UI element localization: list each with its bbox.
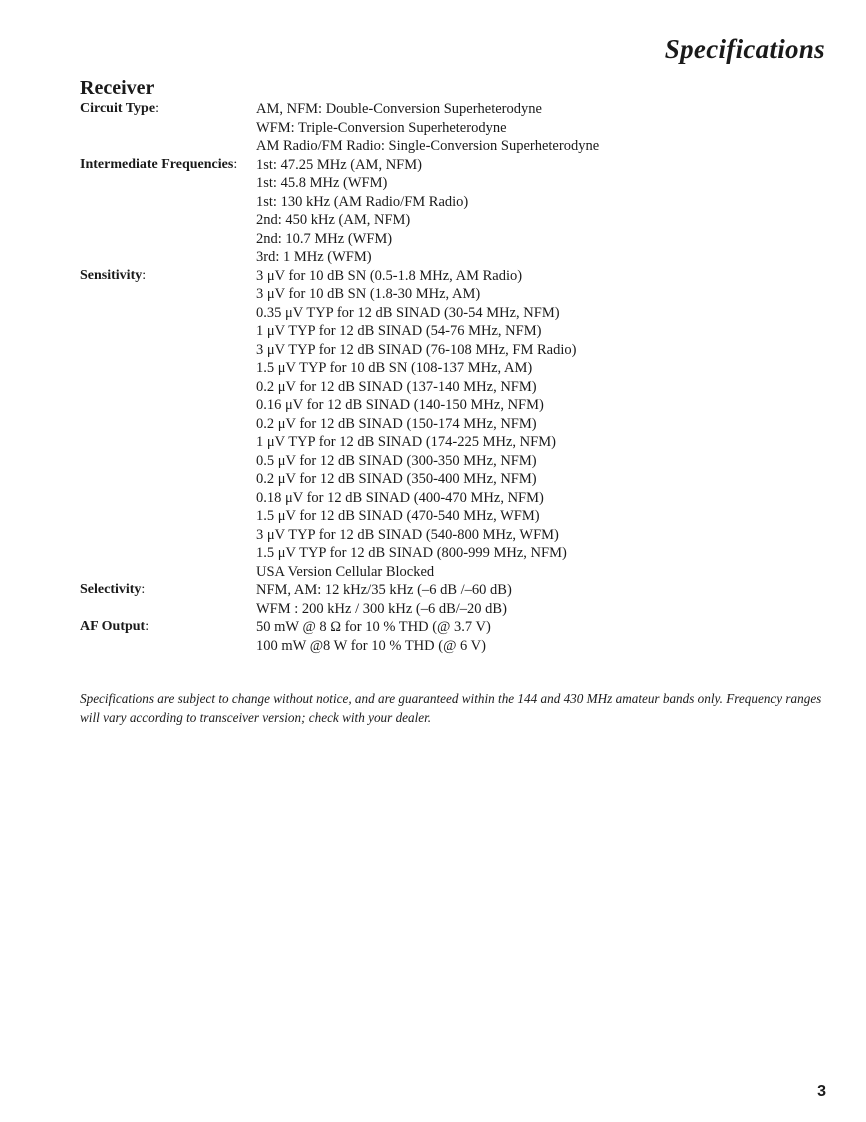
spec-value: 1.5 μV for 12 dB SINAD (470-540 MHz, WFM) xyxy=(256,508,540,524)
spec-value: 2nd: 450 kHz (AM, NFM) xyxy=(256,212,411,228)
spec-value: WFM : 200 kHz / 300 kHz (–6 dB/–20 dB) xyxy=(256,600,507,617)
spec-value: 1.5 μV TYP for 12 dB SINAD (800-999 MHz, NFM) xyxy=(256,545,567,561)
spec-row xyxy=(80,267,830,582)
spec-value: AM Radio/FM Radio: Single-Conversion Superheterodyne xyxy=(256,138,600,154)
receiver-section xyxy=(80,76,830,655)
spec-label-text: AF Output xyxy=(80,619,146,634)
spec-value: 0.5 μV for 12 dB SINAD (300-350 MHz, NFM) xyxy=(256,452,537,469)
spec-row xyxy=(80,100,830,156)
spec-label-colon: : xyxy=(233,156,238,172)
spec-value: AM, NFM: Double-Conversion Superheterodyne xyxy=(256,101,542,117)
spec-value: 1.5 μV TYP for 10 dB SN (108-137 MHz, AM) xyxy=(256,360,533,376)
page-title: Specifications xyxy=(664,34,825,64)
spec-label xyxy=(80,156,256,175)
spec-values xyxy=(256,581,830,618)
spec-label-text: Intermediate Frequencies xyxy=(80,156,234,172)
spec-value: 1 μV TYP for 12 dB SINAD (174-225 MHz, NFM) xyxy=(256,434,556,450)
spec-value: 1 μV TYP for 12 dB SINAD (54-76 MHz, NFM) xyxy=(256,323,542,339)
spec-row xyxy=(80,618,830,655)
spec-label-colon: : xyxy=(142,267,147,283)
spec-label-text: Sensitivity xyxy=(80,267,143,283)
spec-label-colon: : xyxy=(155,101,159,116)
spec-row xyxy=(80,156,830,267)
spec-value: 100 mW @8 W for 10 % THD (@ 6 V) xyxy=(256,637,486,654)
spec-label xyxy=(80,618,256,637)
spec-label xyxy=(80,267,256,286)
page-number: 3 xyxy=(817,1083,826,1100)
spec-value: 3 μV for 10 dB SN (0.5-1.8 MHz, AM Radio) xyxy=(256,267,523,284)
spec-values xyxy=(256,618,830,655)
spec-value: 3 μV TYP for 12 dB SINAD (540-800 MHz, WFM) xyxy=(256,526,559,543)
spec-value: 1st: 47.25 MHz (AM, NFM) xyxy=(256,156,422,173)
spec-values xyxy=(256,267,830,582)
spec-value: 0.18 μV for 12 dB SINAD (400-470 MHz, NFM) xyxy=(256,489,544,506)
spec-value: 2nd: 10.7 MHz (WFM) xyxy=(256,230,393,247)
spec-value: 0.2 μV for 12 dB SINAD (137-140 MHz, NFM) xyxy=(256,378,537,395)
spec-value: WFM: Triple-Conversion Superheterodyne xyxy=(256,119,507,136)
footer-note: Specifications are subject to change without notice, and are guaranteed within the 144 and 430 MHz amateur bands only. Frequency ranges will vary according to transceiver version; check with your dealer. xyxy=(80,691,822,725)
spec-row xyxy=(80,581,830,618)
spec-values xyxy=(256,100,830,156)
spec-label-colon: : xyxy=(145,619,150,634)
spec-value: 0.2 μV for 12 dB SINAD (150-174 MHz, NFM) xyxy=(256,415,537,432)
spec-value: 50 mW @ 8 Ω for 10 % THD (@ 3.7 V) xyxy=(256,619,491,635)
spec-label-colon: : xyxy=(141,582,146,597)
spec-value: 1st: 130 kHz (AM Radio/FM Radio) xyxy=(256,193,469,210)
spec-label-text: Selectivity xyxy=(80,582,142,597)
spec-value: 1st: 45.8 MHz (WFM) xyxy=(256,175,388,191)
spec-value: USA Version Cellular Blocked xyxy=(256,563,435,580)
spec-value: 0.35 μV TYP for 12 dB SINAD (30-54 MHz, NFM) xyxy=(256,304,560,321)
spec-value: 3 μV TYP for 12 dB SINAD (76-108 MHz, FM Radio) xyxy=(256,341,577,358)
spec-value: 0.2 μV for 12 dB SINAD (350-400 MHz, NFM) xyxy=(256,471,537,487)
spec-value: 0.16 μV for 12 dB SINAD (140-150 MHz, NFM) xyxy=(256,397,544,413)
section-heading: Receiver xyxy=(80,77,155,99)
spec-value: 3 μV for 10 dB SN (1.8-30 MHz, AM) xyxy=(256,286,481,302)
spec-value: NFM, AM: 12 kHz/35 kHz (–6 dB /–60 dB) xyxy=(256,582,512,598)
spec-table xyxy=(80,100,830,655)
spec-label xyxy=(80,100,256,119)
spec-value: 3rd: 1 MHz (WFM) xyxy=(256,249,372,265)
spec-label xyxy=(80,581,256,600)
spec-label-text: Circuit Type xyxy=(80,101,156,116)
spec-values xyxy=(256,156,830,267)
